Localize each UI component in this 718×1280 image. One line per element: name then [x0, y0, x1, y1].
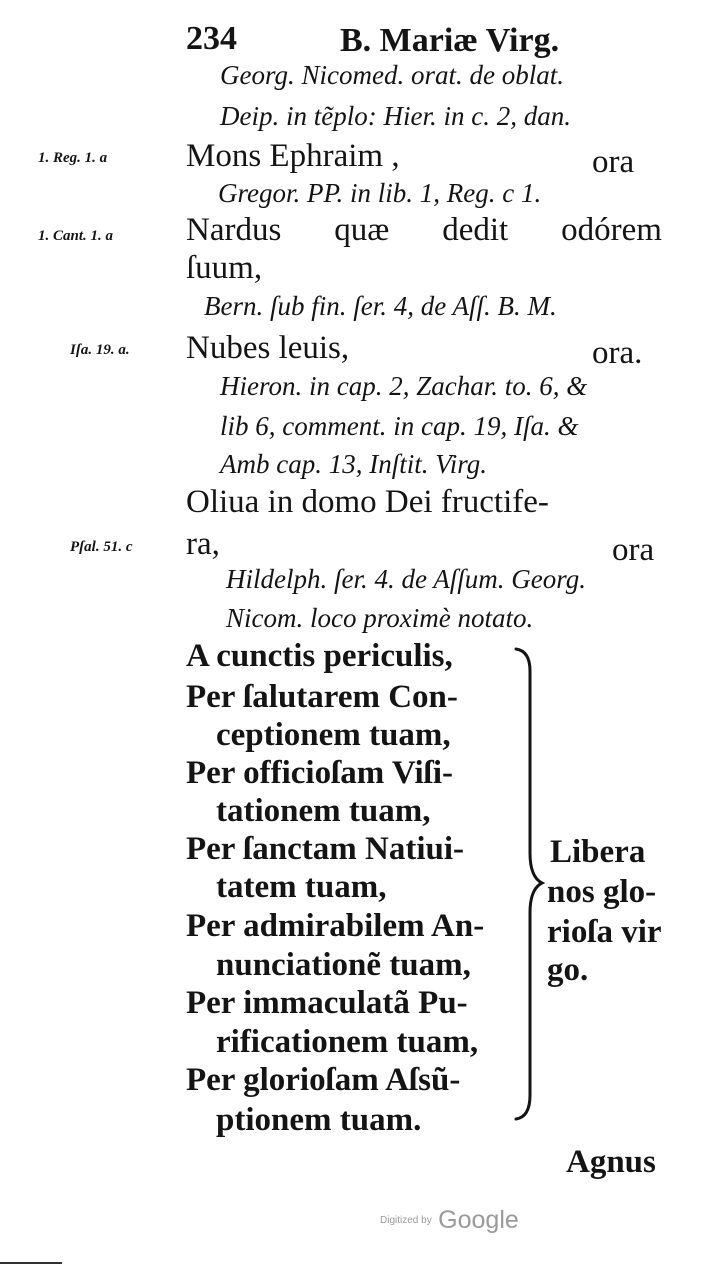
invocation-nardus: [186, 214, 662, 247]
word-1: Nardus: [186, 212, 282, 248]
litany-line-9: nunciationẽ tuam,: [216, 947, 471, 983]
litany-line-6: Per ſanctam Natiui-: [186, 831, 465, 867]
catchword: Agnus: [566, 1144, 656, 1180]
margin-note-4: Pſal. 51. c: [70, 539, 133, 555]
litany-response-2: nos glo-: [547, 874, 657, 910]
litany-response-1: Libera: [550, 834, 646, 870]
citation-line-4: Bern. ſub fin. ſer. 4, de Aſſ. B. M.: [204, 291, 557, 321]
response-ora-1: ora: [592, 144, 635, 180]
bottom-rule: [0, 1262, 62, 1264]
litany-line-8: Per admirabilem An-: [186, 908, 485, 944]
citation-line-6: lib 6, comment. in cap. 19, Iſa. &: [220, 411, 579, 441]
citation-line-1: Georg. Nicomed. orat. de oblat.: [220, 60, 564, 90]
word-4: odórem: [561, 212, 662, 248]
watermark-prefix: Digitized by: [380, 1215, 432, 1226]
running-title: B. Mariæ Virg.: [340, 22, 560, 59]
response-ora-3: ora: [612, 532, 655, 568]
word-2: quæ: [334, 212, 390, 248]
citation-line-5: Hieron. in cap. 2, Zachar. to. 6, &: [220, 371, 588, 401]
litany-line-5: tationem tuam,: [216, 793, 431, 829]
invocation-oliua: Oliua in domo Dei fructife-: [186, 484, 549, 520]
invocation-mons-ephraim: Mons Ephraim ,: [186, 138, 400, 174]
citation-line-7: Amb cap. 13, Inſtit. Virg.: [220, 449, 487, 479]
margin-note-2: 1. Cant. 1. a: [38, 228, 114, 244]
citation-line-2: Deip. in tẽplo: Hier. in c. 2, dan.: [220, 101, 571, 131]
margin-note-3: Iſa. 19. a.: [70, 342, 130, 358]
invocation-nardus-cont: ſuum,: [186, 250, 263, 286]
litany-line-11: rificationem tuam,: [216, 1024, 479, 1060]
citation-line-9: Nicom. loco proximè notato.: [226, 603, 534, 633]
invocation-nubes: Nubes leuis,: [186, 330, 350, 366]
curly-brace: [508, 645, 548, 1125]
litany-line-3: ceptionem tuam,: [216, 717, 451, 753]
litany-response-4: go.: [547, 952, 589, 988]
margin-note-1: 1. Reg. 1. a: [38, 150, 108, 166]
litany-line-13: ptionem tuam.: [216, 1102, 422, 1138]
response-ora-2: ora.: [592, 335, 643, 371]
citation-line-3: Gregor. PP. in lib. 1, Reg. c 1.: [218, 178, 542, 208]
litany-line-4: Per officioſam Viſi-: [186, 755, 453, 791]
litany-line-12: Per glorioſam Aſsũ-: [186, 1062, 461, 1098]
citation-line-8: Hildelph. ſer. 4. de Aſſum. Georg.: [226, 564, 586, 594]
litany-line-1: A cunctis periculis,: [186, 638, 453, 674]
page-number: 234: [186, 20, 237, 57]
google-logo: Google: [438, 1206, 519, 1234]
litany-line-10: Per immaculatã Pu-: [186, 985, 468, 1021]
word-3: dedit: [442, 212, 509, 248]
litany-response-3: rioſa vir: [547, 914, 662, 950]
litany-line-7: tatem tuam,: [216, 869, 387, 905]
litany-line-2: Per ſalutarem Con-: [186, 679, 458, 715]
digitized-watermark: [380, 1206, 519, 1235]
invocation-oliua-cont: ra,: [186, 526, 220, 562]
